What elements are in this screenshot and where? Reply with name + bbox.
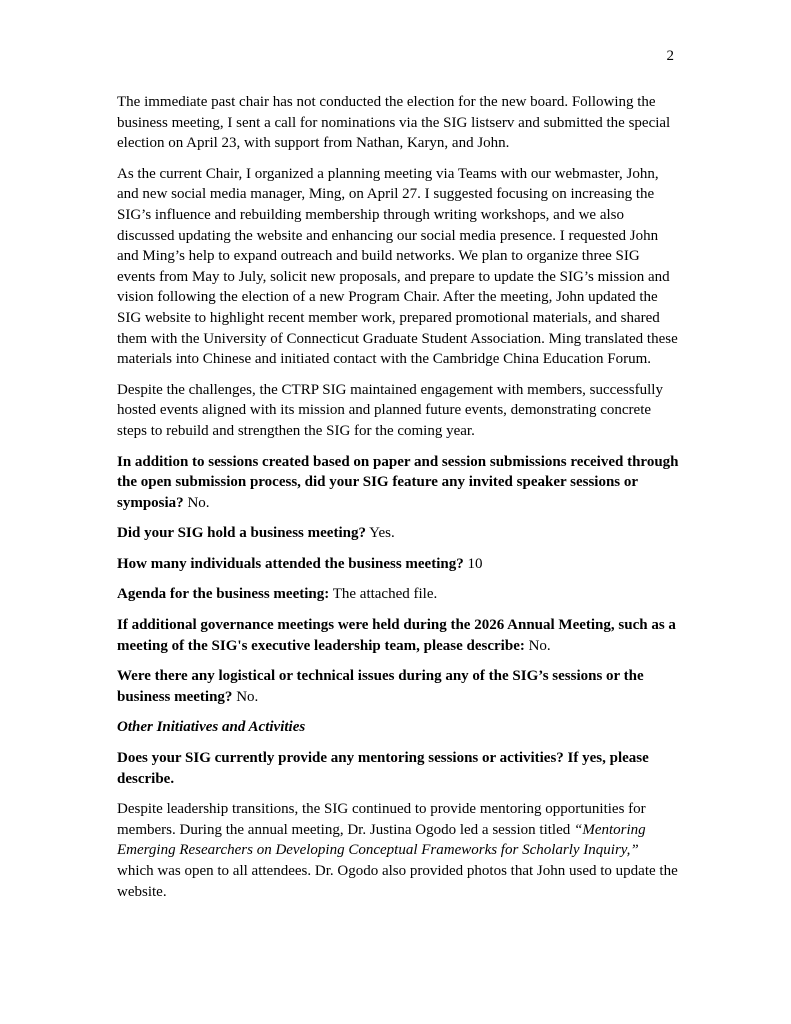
answer-text: No. [524,637,551,654]
answer-text: Yes. [365,525,395,542]
answer-text-end: which was open to all attendees. Dr. Ogodo also provided photos that John used to update the website. [117,863,678,900]
page-number: 2 [666,48,674,64]
answer-text: The attached file. [329,586,438,603]
question-text: Did your SIG hold a business meeting? [117,525,366,542]
mentoring-answer [117,799,679,902]
answer-text: No. [183,494,210,511]
question-text: How many individuals attended the business meeting? [117,555,464,572]
qa-business-meeting [117,523,679,544]
qa-agenda [117,584,679,605]
question-text: In addition to sessions created based on paper and session submissions received through the open submission process, did your SIG feature any invited speaker sessions or symposia? [117,453,679,511]
qa-issues [117,666,679,707]
paragraph-planning-meeting: As the current Chair, I organized a planning meeting via Teams with our webmaster, John, and new social media manager, Ming, on April 27. I suggested focusing on increasing the SIG’s influence and rebuilding membership through writing workshops, and we also discussed updating the website and enhancing our social media presence. I requested John and Ming’s help to expand outreach and build networks. We plan to organize three SIG events from May to July, solicit new proposals, and prepare to update the SIG’s mission and vision following the election of a new Program Chair. After the meeting, John updated the SIG website to highlight recent member work, prepared promotional materials, and shared them with the University of Connecticut Graduate Student Association. Ming translated these materials into Chinese and initiated contact with the Cambridge China Education Forum. [117,165,678,368]
question-text: Were there any logistical or technical issues during any of the SIG’s sessions or the business meeting? [117,668,644,705]
session-title: “Mentoring Emerging Researchers on Developing Conceptual Frameworks for Scholarly Inquiry,” [117,821,646,859]
document-body [117,92,679,912]
paragraph-summary: Despite the challenges, the CTRP SIG maintained engagement with members, successfully hosted events aligned with its mission and planned future events, demonstrating concrete steps to rebuild and strengthen the SIG for the coming year. [117,381,663,439]
qa-governance [117,615,679,656]
paragraph-election: The immediate past chair has not conducted the election for the new board. Following the business meeting, I sent a call for nominations via the SIG listserv and submitted the special election on April 23, with support from Nathan, Karyn, and John. [117,94,671,152]
section-heading: Other Initiatives and Activities [117,719,306,736]
answer-text: 10 [463,555,483,572]
qa-invited-sessions [117,452,679,514]
answer-text: No. [232,688,259,705]
answer-text-start: Despite leadership transitions, the SIG continued to provide mentoring opportunities for members. During the annual meeting, Dr. Justina Ogodo led a session titled [117,801,646,838]
question-text: Agenda for the business meeting: [117,586,330,603]
mentoring-question: Does your SIG currently provide any mentoring sessions or activities? If yes, please describe. [117,750,649,787]
question-text: If additional governance meetings were held during the 2026 Annual Meeting, such as a meeting of the SIG's executive leadership team, please describe: [117,617,676,654]
qa-attendance [117,554,679,575]
